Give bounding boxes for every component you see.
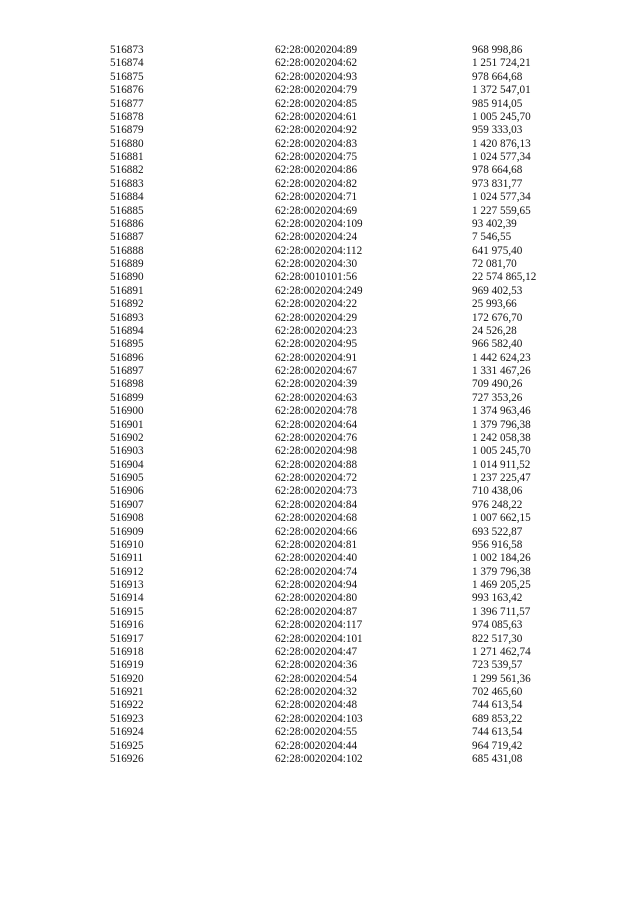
table-row: [0, 445, 640, 458]
cadastral-number: 62:28:0020204:249: [275, 284, 363, 297]
row-number: 516911: [110, 552, 144, 565]
table-row: [0, 378, 640, 391]
row-number: 516890: [110, 271, 144, 284]
cadastral-number: 62:28:0020204:48: [275, 699, 358, 712]
table-row: [0, 111, 640, 124]
table-row: [0, 231, 640, 244]
cadastral-number: 62:28:0020204:61: [275, 110, 358, 123]
cadastral-value: 685 431,08: [472, 752, 523, 765]
cadastral-value: 1 024 577,34: [472, 151, 531, 163]
row-number: 516902: [110, 431, 144, 444]
cadastral-number: 62:28:0020204:36: [275, 659, 358, 672]
row-number: 516876: [110, 84, 144, 97]
cadastral-value: 1 372 547,01: [472, 84, 531, 97]
cadastral-value: 172 676,70: [472, 311, 523, 324]
row-number: 516904: [110, 458, 144, 471]
cadastral-value: 1 299 561,36: [472, 672, 531, 685]
cadastral-number: 62:28:0020204:81: [275, 538, 358, 551]
table-row: [0, 552, 640, 565]
table-row: [0, 151, 640, 164]
cadastral-number: 62:28:0020204:112: [275, 244, 363, 257]
row-number: 516907: [110, 498, 144, 511]
row-number: 516888: [110, 244, 144, 257]
row-number: 516910: [110, 538, 144, 551]
table-row: [0, 579, 640, 592]
row-number: 516896: [110, 351, 144, 364]
cadastral-value: 709 490,26: [472, 378, 523, 391]
table-row: [0, 138, 640, 151]
cadastral-number: 62:28:0020204:80: [275, 592, 358, 605]
cadastral-value: 1 024 577,34: [472, 191, 531, 204]
cadastral-number: 62:28:0010101:56: [275, 271, 358, 284]
cadastral-value: 710 438,06: [472, 485, 523, 498]
row-number: 516920: [110, 672, 144, 685]
table-row: [0, 218, 640, 231]
cadastral-number: 62:28:0020204:44: [275, 739, 358, 752]
cadastral-number: 62:28:0020204:75: [275, 151, 358, 163]
cadastral-value: 1 379 796,38: [472, 418, 531, 431]
cadastral-value: 1 005 245,70: [472, 110, 531, 123]
row-number: 516892: [110, 298, 144, 311]
table-row: [0, 84, 640, 97]
row-number: 516905: [110, 472, 144, 484]
row-number: 516906: [110, 485, 144, 498]
cadastral-number: 62:28:0020204:67: [275, 365, 358, 377]
cadastral-value: 959 333,03: [472, 124, 523, 137]
cadastral-value: 964 719,42: [472, 739, 523, 752]
row-number: 516912: [110, 565, 144, 578]
table-row: [0, 44, 640, 57]
cadastral-value: 1 469 205,25: [472, 579, 531, 591]
cadastral-number: 62:28:0020204:29: [275, 311, 358, 324]
table-row: [0, 485, 640, 498]
cadastral-number: 62:28:0020204:78: [275, 405, 358, 418]
row-number: 516895: [110, 338, 144, 351]
cadastral-number: 62:28:0020204:85: [275, 97, 358, 110]
table-row: [0, 686, 640, 699]
cadastral-value: 976 248,22: [472, 498, 523, 511]
row-number: 516878: [110, 110, 144, 123]
cadastral-value: 978 664,68: [472, 70, 523, 83]
row-number: 516882: [110, 164, 144, 177]
cadastral-number: 62:28:0020204:73: [275, 485, 358, 498]
cadastral-value: 93 402,39: [472, 217, 517, 230]
table-row: [0, 338, 640, 351]
cadastral-number: 62:28:0020204:54: [275, 672, 358, 685]
row-number: 516898: [110, 378, 144, 391]
cadastral-number: 62:28:0020204:89: [275, 44, 358, 56]
cadastral-value: 974 085,63: [472, 619, 523, 632]
table-row: [0, 71, 640, 84]
cadastral-value: 22 574 865,12: [472, 271, 537, 284]
row-number: 516879: [110, 124, 144, 137]
cadastral-value: 1 014 911,52: [472, 458, 531, 471]
row-number: 516923: [110, 712, 144, 725]
row-number: 516880: [110, 137, 144, 150]
cadastral-number: 62:28:0020204:79: [275, 84, 358, 97]
cadastral-number: 62:28:0020204:82: [275, 177, 358, 190]
table-row: [0, 312, 640, 325]
table-row: [0, 659, 640, 672]
cadastral-number: 62:28:0020204:39: [275, 378, 358, 391]
table-row: [0, 258, 640, 271]
row-number: 516913: [110, 579, 144, 591]
table-row: [0, 472, 640, 485]
cadastral-number: 62:28:0020204:72: [275, 472, 358, 484]
row-number: 516889: [110, 258, 144, 270]
table-row: [0, 245, 640, 258]
table-row: [0, 673, 640, 686]
cadastral-number: 62:28:0020204:55: [275, 726, 358, 739]
cadastral-number: 62:28:0020204:47: [275, 645, 358, 658]
row-number: 516921: [110, 686, 144, 698]
table-row: [0, 539, 640, 552]
table-row: [0, 606, 640, 619]
cadastral-value: 744 613,54: [472, 699, 523, 712]
table-row: [0, 726, 640, 739]
table-row: [0, 566, 640, 579]
table-row: [0, 753, 640, 766]
table-row: [0, 592, 640, 605]
row-number: 516917: [110, 632, 144, 645]
cadastral-value: 966 582,40: [472, 338, 523, 351]
row-number: 516918: [110, 645, 144, 658]
table-row: [0, 98, 640, 111]
row-number: 516899: [110, 391, 144, 404]
table-row: [0, 271, 640, 284]
cadastral-value: 72 081,70: [472, 258, 517, 270]
table-row: [0, 419, 640, 432]
cadastral-number: 62:28:0020204:102: [275, 752, 363, 765]
cadastral-value: 723 539,57: [472, 659, 523, 672]
row-number: 516903: [110, 445, 144, 458]
row-number: 516874: [110, 57, 144, 70]
table-row: [0, 352, 640, 365]
cadastral-value: 641 975,40: [472, 244, 523, 257]
cadastral-number: 62:28:0020204:71: [275, 191, 358, 204]
table-row: [0, 405, 640, 418]
cadastral-value: 822 517,30: [472, 632, 523, 645]
table-row: [0, 298, 640, 311]
table-row: [0, 191, 640, 204]
cadastral-value: 1 005 245,70: [472, 445, 531, 458]
cadastral-number: 62:28:0020204:40: [275, 552, 358, 565]
row-number: 516926: [110, 752, 144, 765]
table-row: [0, 285, 640, 298]
row-number: 516877: [110, 97, 144, 110]
cadastral-number: 62:28:0020204:103: [275, 712, 363, 725]
table-row: [0, 57, 640, 70]
cadastral-number: 62:28:0020204:66: [275, 525, 358, 538]
cadastral-value: 973 831,77: [472, 177, 523, 190]
row-number: 516887: [110, 231, 144, 244]
cadastral-value-table: [0, 44, 640, 766]
cadastral-number: 62:28:0020204:93: [275, 70, 358, 83]
cadastral-value: 1 442 624,23: [472, 351, 531, 364]
cadastral-value: 1 007 662,15: [472, 512, 531, 525]
table-row: [0, 512, 640, 525]
cadastral-value: 25 993,66: [472, 298, 517, 311]
row-number: 516915: [110, 605, 144, 618]
cadastral-value: 1 002 184,26: [472, 552, 531, 565]
cadastral-number: 62:28:0020204:101: [275, 632, 363, 645]
table-row: [0, 365, 640, 378]
cadastral-number: 62:28:0020204:95: [275, 338, 358, 351]
cadastral-number: 62:28:0020204:94: [275, 579, 358, 591]
cadastral-value: 985 914,05: [472, 97, 523, 110]
cadastral-value: 727 353,26: [472, 391, 523, 404]
table-row: [0, 713, 640, 726]
cadastral-number: 62:28:0020204:64: [275, 418, 358, 431]
table-row: [0, 699, 640, 712]
cadastral-number: 62:28:0020204:68: [275, 512, 358, 525]
cadastral-number: 62:28:0020204:88: [275, 458, 358, 471]
table-row: [0, 325, 640, 338]
cadastral-value: 1 237 225,47: [472, 472, 531, 484]
cadastral-number: 62:28:0020204:92: [275, 124, 358, 137]
table-row: [0, 633, 640, 646]
cadastral-number: 62:28:0020204:74: [275, 565, 358, 578]
row-number: 516914: [110, 592, 144, 605]
row-number: 516891: [110, 284, 144, 297]
row-number: 516886: [110, 217, 144, 230]
cadastral-value: 1 374 963,46: [472, 405, 531, 418]
cadastral-number: 62:28:0020204:76: [275, 431, 358, 444]
cadastral-number: 62:28:0020204:69: [275, 204, 358, 217]
cadastral-number: 62:28:0020204:83: [275, 137, 358, 150]
row-number: 516897: [110, 365, 144, 377]
cadastral-value: 969 402,53: [472, 284, 523, 297]
cadastral-value: 1 242 058,38: [472, 431, 531, 444]
cadastral-value: 1 396 711,57: [472, 605, 531, 618]
cadastral-value: 1 271 462,74: [472, 645, 531, 658]
cadastral-value: 1 227 559,65: [472, 204, 531, 217]
row-number: 516919: [110, 659, 144, 672]
row-number: 516922: [110, 699, 144, 712]
cadastral-number: 62:28:0020204:109: [275, 217, 363, 230]
row-number: 516924: [110, 726, 144, 739]
cadastral-value: 744 613,54: [472, 726, 523, 739]
cadastral-number: 62:28:0020204:98: [275, 445, 358, 458]
row-number: 516885: [110, 204, 144, 217]
cadastral-number: 62:28:0020204:117: [275, 619, 363, 632]
table-row: [0, 619, 640, 632]
cadastral-number: 62:28:0020204:63: [275, 391, 358, 404]
row-number: 516883: [110, 177, 144, 190]
row-number: 516909: [110, 525, 144, 538]
row-number: 516916: [110, 619, 144, 632]
cadastral-number: 62:28:0020204:91: [275, 351, 358, 364]
table-row: [0, 459, 640, 472]
row-number: 516875: [110, 70, 144, 83]
cadastral-value: 993 163,42: [472, 592, 523, 605]
cadastral-value: 693 522,87: [472, 525, 523, 538]
cadastral-number: 62:28:0020204:24: [275, 231, 358, 244]
row-number: 516894: [110, 324, 144, 337]
table-row: [0, 205, 640, 218]
row-number: 516908: [110, 512, 144, 525]
cadastral-value: 1 331 467,26: [472, 365, 531, 377]
cadastral-value: 702 465,60: [472, 686, 523, 698]
cadastral-value: 1 379 796,38: [472, 565, 531, 578]
cadastral-number: 62:28:0020204:62: [275, 57, 358, 70]
cadastral-number: 62:28:0020204:23: [275, 324, 358, 337]
table-row: [0, 646, 640, 659]
cadastral-value: 978 664,68: [472, 164, 523, 177]
table-row: [0, 392, 640, 405]
table-row: [0, 740, 640, 753]
row-number: 516893: [110, 311, 144, 324]
table-row: [0, 526, 640, 539]
row-number: 516884: [110, 191, 144, 204]
cadastral-value: 7 546,55: [472, 231, 512, 244]
row-number: 516901: [110, 418, 144, 431]
cadastral-value: 1 420 876,13: [472, 137, 531, 150]
row-number: 516873: [110, 44, 144, 56]
table-row: [0, 432, 640, 445]
cadastral-number: 62:28:0020204:86: [275, 164, 358, 177]
row-number: 516900: [110, 405, 144, 418]
table-row: [0, 164, 640, 177]
table-row: [0, 178, 640, 191]
cadastral-number: 62:28:0020204:87: [275, 605, 358, 618]
table-row: [0, 124, 640, 137]
cadastral-value: 956 916,58: [472, 538, 523, 551]
row-number: 516881: [110, 151, 144, 163]
row-number: 516925: [110, 739, 144, 752]
cadastral-number: 62:28:0020204:22: [275, 298, 358, 311]
cadastral-value: 24 526,28: [472, 324, 517, 337]
cadastral-value: 968 998,86: [472, 44, 523, 56]
cadastral-number: 62:28:0020204:30: [275, 258, 358, 270]
table-row: [0, 499, 640, 512]
cadastral-value: 1 251 724,21: [472, 57, 531, 70]
cadastral-number: 62:28:0020204:84: [275, 498, 358, 511]
cadastral-value: 689 853,22: [472, 712, 523, 725]
cadastral-number: 62:28:0020204:32: [275, 686, 358, 698]
